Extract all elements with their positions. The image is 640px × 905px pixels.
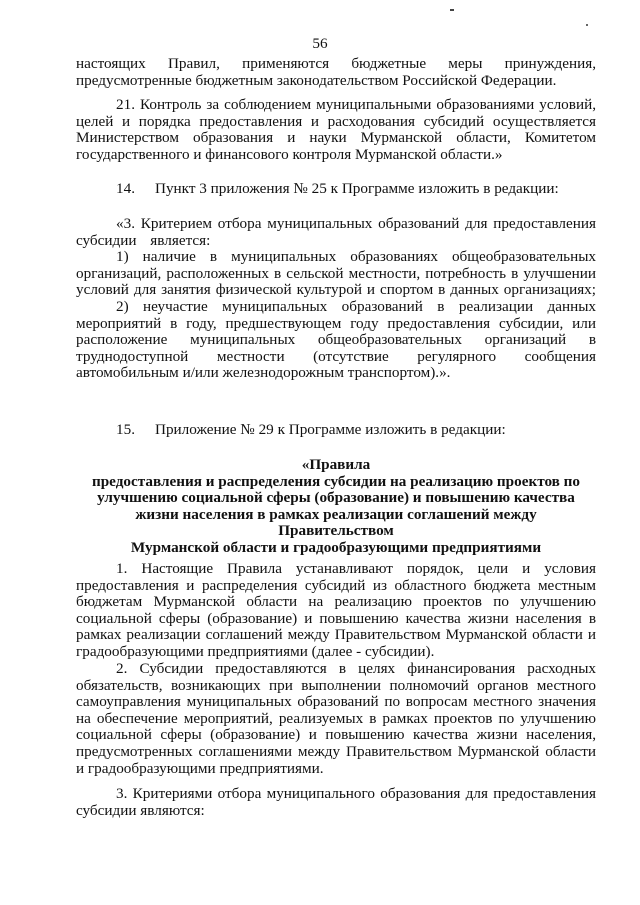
text-line: «3. Критерием отбора муниципальных образований для предоставления <box>116 215 596 232</box>
text-line: 3. Критериями отбора муниципального образования для предоставления <box>116 785 596 802</box>
text-line: бюджетам Мурманской области на реализацию проектов по улучшению <box>76 593 596 611</box>
paragraph-21 <box>76 97 596 163</box>
text-line: Министерством образования и науки Мурманской области, Комитетом <box>76 129 596 147</box>
text-line <box>76 422 596 439</box>
text-line: 21. Контроль за соблюдением муниципальными образованиями условий, <box>116 96 596 113</box>
text-line: обязательств, возникающих при выполнении полномочий органов местного <box>76 676 596 694</box>
text-line: 2. Субсидии предоставляются в целях финансирования расходных <box>116 660 596 677</box>
item-text: Пункт 3 приложения № 25 к Программе изложить в редакции: <box>154 180 559 197</box>
text-line: государственного и финансового контроля Мурманской области.» <box>76 145 503 163</box>
text-line: расположение муниципальных общеобразовательных организаций в <box>76 331 596 349</box>
text-line: 1. Настоящие Правила устанавливают порядок, цели и условия <box>116 560 596 577</box>
title-line: улучшению социальной сферы (образование) и повышению качества <box>97 489 575 507</box>
title-line: Мурманской области и градообразующими предприятиями <box>130 538 542 556</box>
title-line: жизни населения в рамках реализации соглашений между Правительством <box>135 505 537 540</box>
text-line: 1) наличие в муниципальных образованиях общеобразовательных <box>116 248 596 266</box>
item-text: Приложение № 29 к Программе изложить в редакции: <box>154 421 506 438</box>
text-line: автомобильным и/или железнодорожным транспортом).». <box>76 364 451 382</box>
text-line: предоставления и распределения субсидий из областного бюджета местным <box>76 576 596 594</box>
text-line <box>76 181 596 198</box>
rule-paragraph-3 <box>76 786 596 819</box>
rule-paragraph-2 <box>76 661 596 777</box>
text-line: настоящих Правил, применяются бюджетные меры принуждения, <box>76 55 596 72</box>
item-number: 14. <box>116 180 135 197</box>
amendment-item-15 <box>76 422 596 439</box>
scan-artifact <box>586 24 588 26</box>
text-line: 2) неучастие муниципальных образований в реализации данных <box>116 297 596 315</box>
page-number: 56 <box>312 35 328 52</box>
text-line: рамках реализации соглашений между Правительством Мурманской области и <box>76 626 596 644</box>
text-line: условий для занятия физической культурой и спортом в данных организациях; <box>76 281 596 299</box>
rule-paragraph-1 <box>76 561 596 661</box>
scan-artifact <box>450 9 454 11</box>
text-line: на обеспечение мероприятий, реализуемых в рамках проектов по улучшению <box>76 709 596 727</box>
amendment-item-14 <box>76 181 596 198</box>
text-line: труднодоступной местности (отсутствие регулярного сообщения <box>76 347 596 365</box>
text-line: субсидии является: <box>76 231 211 249</box>
item-number: 15. <box>116 421 135 438</box>
text-line: градообразующими предприятиями (далее - субсидии). <box>76 642 435 660</box>
text-line: мероприятий в году, предшествующем году предоставления субсидии, или <box>76 314 596 332</box>
text-line: целей и порядка предоставления и расходования субсидий осуществляется <box>76 112 596 130</box>
text-line: предусмотренные бюджетным законодательством Российской Федерации. <box>76 71 557 89</box>
text-line: социальной сферы (образование) и повышению качества жизни населения в <box>76 609 596 627</box>
text-line: самоуправления муниципальных образований по вопросам местного значения <box>76 693 596 711</box>
text-line: субсидии являются: <box>76 801 205 819</box>
title-line: предоставления и распределения субсидии на реализацию проектов по <box>91 472 581 490</box>
paragraph-continuation <box>76 56 596 89</box>
text-line: предусмотренных соглашениями между Правительством Мурманской области <box>76 742 596 760</box>
text-line: организаций, расположенных в сельской местности, потребность в улучшении <box>76 264 596 282</box>
text-line: социальной сферы (образование) и повышению качества жизни населения, <box>76 726 596 744</box>
rules-title <box>76 457 596 557</box>
text-line: и градообразующими предприятиями. <box>76 759 324 777</box>
quoted-paragraph-3 <box>76 216 596 382</box>
title-line: «Правила <box>301 456 371 473</box>
